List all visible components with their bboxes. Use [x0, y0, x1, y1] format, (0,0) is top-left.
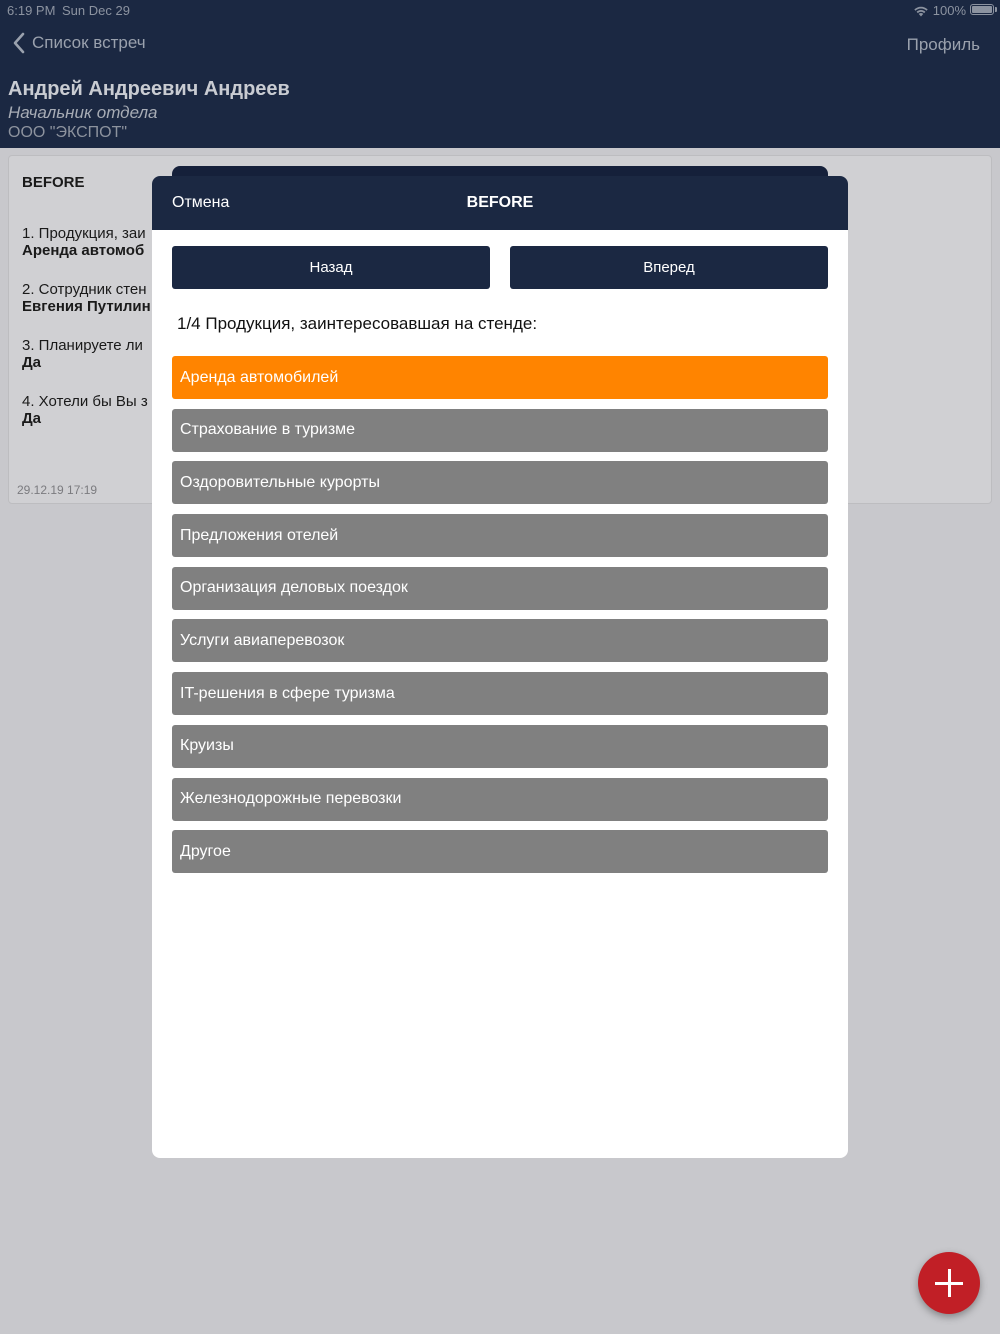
survey-modal	[152, 176, 848, 1158]
card-title: BEFORE	[22, 174, 85, 191]
back-button-label: Список встреч	[32, 33, 146, 52]
option-item[interactable]: Круизы	[172, 725, 828, 768]
question-text: 1/4 Продукция, заинтересовавшая на стенде:	[177, 314, 538, 333]
option-item[interactable]: Железнодорожные перевозки	[172, 778, 828, 821]
card-question: 2. Сотрудник стен	[22, 281, 147, 298]
modal-title: BEFORE	[466, 194, 534, 211]
option-item[interactable]: Организация деловых поездок	[172, 567, 828, 610]
card-answer: Евгения Путилин	[22, 298, 151, 315]
card-question: 3. Планируете ли	[22, 337, 143, 354]
option-item[interactable]: Предложения отелей	[172, 514, 828, 557]
wifi-icon	[913, 5, 929, 17]
option-item[interactable]: Другое	[172, 830, 828, 873]
card-item	[22, 281, 151, 315]
status-right	[913, 3, 966, 18]
card-answer: Аренда автомоб	[22, 242, 145, 259]
card-question: 1. Продукция, заи	[22, 225, 146, 242]
option-item[interactable]: Страхование в туризме	[172, 409, 828, 452]
contact-name: Андрей Андреевич Андреев	[8, 78, 290, 100]
status-time: 6:19 PM	[7, 3, 56, 18]
cancel-button[interactable]: Отмена	[172, 194, 230, 211]
option-item[interactable]: Оздоровительные курорты	[172, 461, 828, 504]
battery-icon	[970, 4, 994, 15]
next-button[interactable]: Вперед	[510, 246, 828, 289]
status-date: Sun Dec 29	[62, 3, 130, 18]
add-button[interactable]	[918, 1252, 980, 1314]
contact-company: ООО "ЭКСПОТ"	[8, 124, 128, 141]
app-header	[0, 0, 1000, 148]
contact-info	[8, 78, 290, 142]
previous-button[interactable]: Назад	[172, 246, 490, 289]
option-item[interactable]: Услуги авиаперевозок	[172, 619, 828, 662]
card-answer: Да	[22, 410, 42, 427]
card-item	[22, 337, 143, 371]
battery-percent: 100%	[932, 3, 966, 18]
card-date: 29.12.19 17:19	[17, 483, 98, 497]
profile-button[interactable]: Профиль	[906, 35, 980, 54]
status-bar	[0, 0, 1000, 20]
option-item[interactable]: Аренда автомобилей	[172, 356, 828, 399]
back-button[interactable]	[12, 32, 146, 54]
options-list	[172, 356, 828, 883]
card-item	[22, 225, 146, 259]
card-item	[22, 393, 148, 427]
card-answer: Да	[22, 354, 42, 371]
card-question: 4. Хотели бы Вы з	[22, 393, 148, 410]
contact-role: Начальник отдела	[8, 103, 158, 122]
chevron-left-icon	[12, 32, 26, 54]
option-item[interactable]: IT-решения в сфере туризма	[172, 672, 828, 715]
modal-header	[152, 176, 848, 230]
